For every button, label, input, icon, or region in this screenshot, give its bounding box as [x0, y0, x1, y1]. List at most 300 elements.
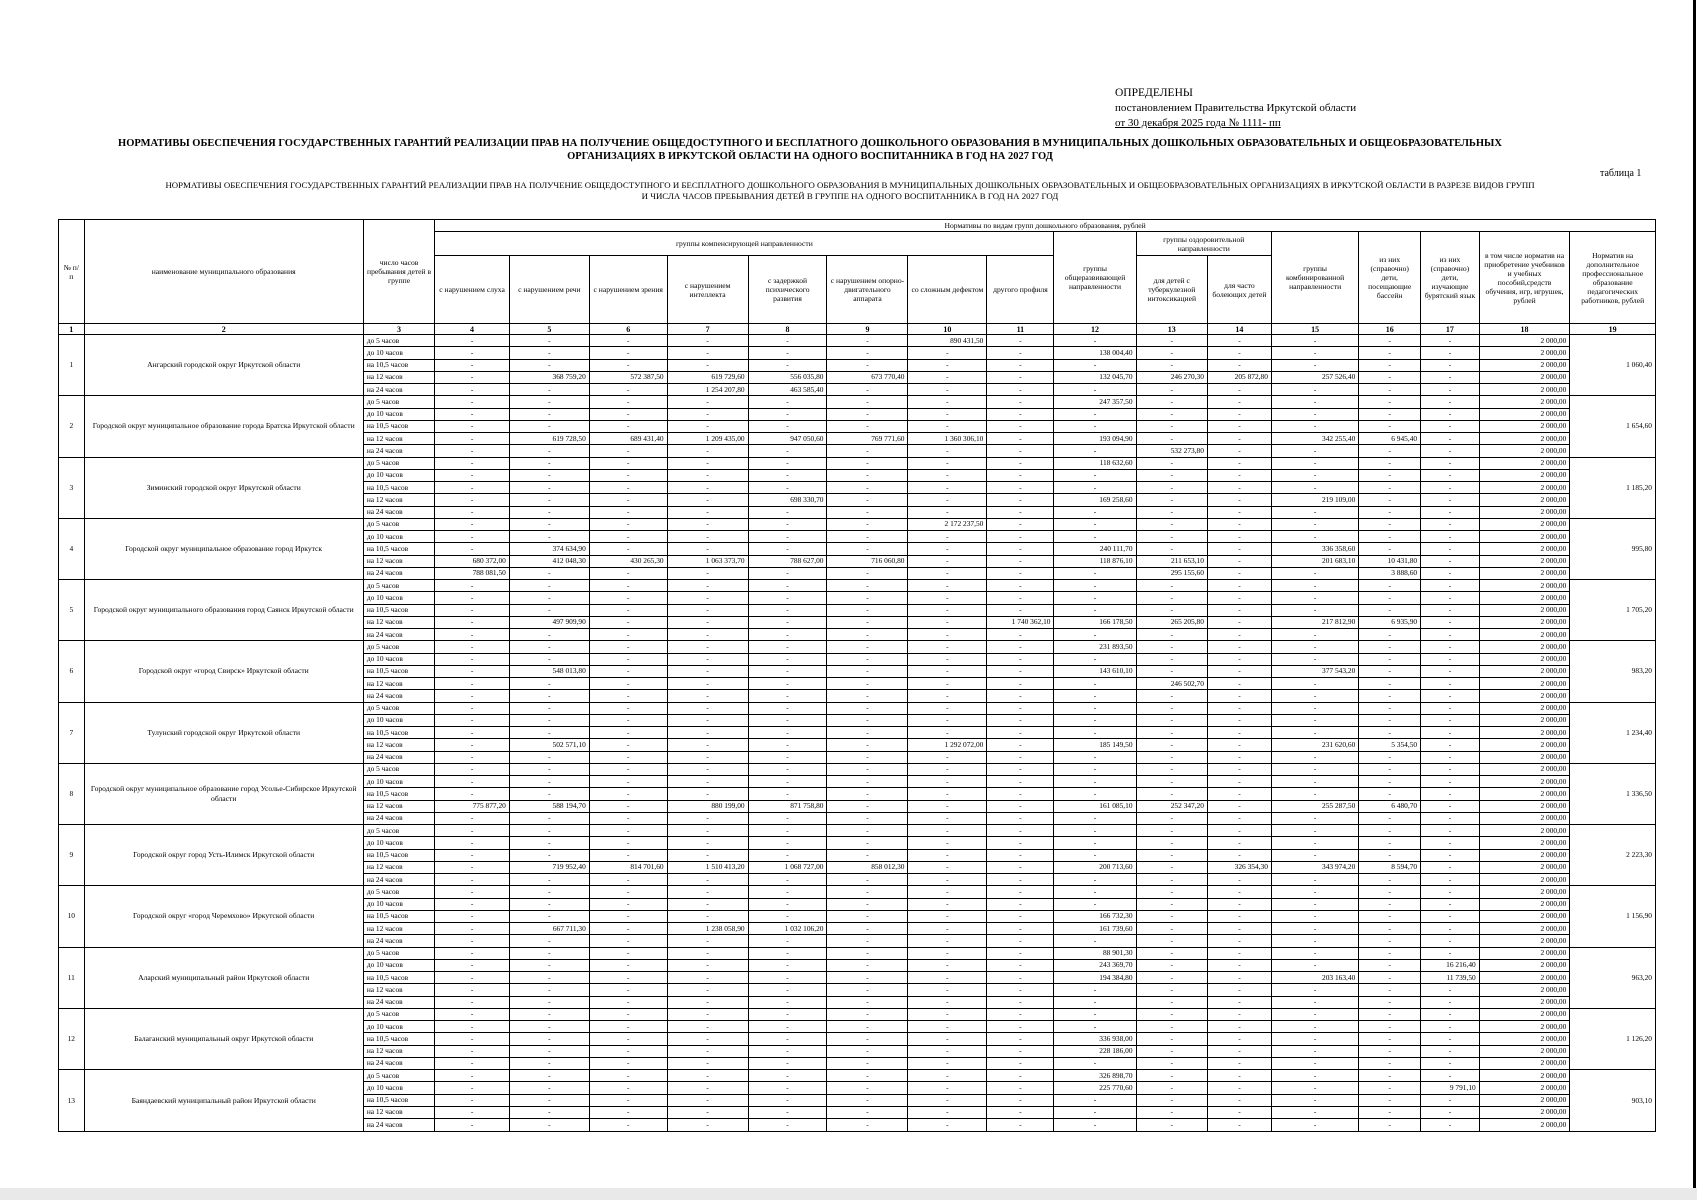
empty-cell-c17: -: [1421, 531, 1480, 543]
empty-cell-c15: -: [1271, 518, 1358, 530]
empty-cell-c13: -: [1136, 1119, 1207, 1132]
empty-cell-c11: -: [987, 800, 1054, 812]
empty-cell-c14: -: [1207, 812, 1271, 824]
empty-cell-c4: -: [435, 874, 510, 886]
empty-cell-c6: -: [589, 506, 667, 518]
empty-cell-c10: -: [908, 1008, 987, 1020]
value-cell-c13: 211 653,10: [1136, 555, 1207, 567]
empty-cell-c7: -: [667, 1008, 748, 1020]
header-c10: со сложным дефектом: [908, 256, 987, 324]
hours-cell: до 10 часов: [363, 959, 434, 971]
empty-cell-c6: -: [589, 898, 667, 910]
empty-cell-c6: -: [589, 984, 667, 996]
empty-cell-c6: -: [589, 518, 667, 530]
empty-cell-c14: -: [1207, 433, 1271, 445]
empty-cell-c4: -: [435, 947, 510, 959]
empty-cell-c16: -: [1359, 543, 1421, 555]
value-cell-c8: 871 758,80: [748, 800, 827, 812]
empty-cell-c7: -: [667, 1045, 748, 1057]
value-cell-c18: 2 000,00: [1479, 1119, 1570, 1132]
empty-cell-c6: -: [589, 1021, 667, 1033]
empty-cell-c17: -: [1421, 812, 1480, 824]
value-cell-c12: 200 713,60: [1054, 861, 1136, 873]
empty-cell-c9: -: [827, 482, 908, 494]
empty-cell-c16: -: [1359, 751, 1421, 763]
hours-cell: до 10 часов: [363, 592, 434, 604]
empty-cell-c13: -: [1136, 959, 1207, 971]
empty-cell-c13: -: [1136, 347, 1207, 359]
value-cell-c18: 2 000,00: [1479, 580, 1570, 592]
empty-cell-c10: -: [908, 763, 987, 775]
empty-cell-c11: -: [987, 531, 1054, 543]
value-cell-c19: 1 654,60: [1570, 396, 1656, 457]
hours-cell: на 24 часов: [363, 384, 434, 396]
empty-cell-c5: -: [509, 849, 589, 861]
empty-cell-c14: -: [1207, 1033, 1271, 1045]
empty-cell-c6: -: [589, 996, 667, 1008]
empty-cell-c13: -: [1136, 714, 1207, 726]
document-title-line1: НОРМАТИВЫ ОБЕСПЕЧЕНИЯ ГОСУДАРСТВЕННЫХ ГАРАНТИЙ РЕАЛИЗАЦИИ ПРАВ НА ПОЛУЧЕНИЕ ОБЩЕДОСТУПНОГО И БЕСПЛАТНОГО ДОШКОЛЬНОГО ОБРАЗОВАНИЯ В МУНИЦИПАЛЬНЫХ ДОШКОЛЬНЫХ ОБРАЗОВАТЕЛЬНЫХ И ОБЩЕОБРАЗОВАТЕЛЬНЫХ: [118, 138, 1502, 149]
empty-cell-c9: -: [827, 812, 908, 824]
empty-cell-c10: -: [908, 1106, 987, 1118]
value-cell-c18: 2 000,00: [1479, 898, 1570, 910]
empty-cell-c8: -: [748, 1106, 827, 1118]
hours-cell: на 12 часов: [363, 1045, 434, 1057]
empty-cell-c9: -: [827, 1057, 908, 1069]
row-number: 12: [59, 1008, 85, 1069]
empty-cell-c15: -: [1271, 592, 1358, 604]
empty-cell-c11: -: [987, 1057, 1054, 1069]
value-cell-c16: 8 594,70: [1359, 861, 1421, 873]
empty-cell-c6: -: [589, 776, 667, 788]
empty-cell-c15: -: [1271, 763, 1358, 775]
value-cell-c16: 6 480,70: [1359, 800, 1421, 812]
empty-cell-c15: -: [1271, 788, 1358, 800]
empty-cell-c4: -: [435, 996, 510, 1008]
empty-cell-c13: -: [1136, 702, 1207, 714]
hours-cell: до 10 часов: [363, 1021, 434, 1033]
value-cell-c18: 2 000,00: [1479, 910, 1570, 922]
value-cell-c18: 2 000,00: [1479, 531, 1570, 543]
empty-cell-c5: -: [509, 567, 589, 579]
value-cell-c6: 430 265,30: [589, 555, 667, 567]
empty-cell-c4: -: [435, 347, 510, 359]
empty-cell-c17: -: [1421, 727, 1480, 739]
municipality-name: Городской округ муниципальное образование города Братска Иркутской области: [84, 396, 363, 457]
empty-cell-c8: -: [748, 972, 827, 984]
table-row: [59, 457, 1656, 469]
value-cell-c10: 2 172 237,50: [908, 518, 987, 530]
value-cell-c18: 2 000,00: [1479, 494, 1570, 506]
empty-cell-c15: -: [1271, 825, 1358, 837]
value-cell-c5: 497 909,90: [509, 616, 589, 628]
empty-cell-c13: -: [1136, 1070, 1207, 1082]
empty-cell-c13: -: [1136, 629, 1207, 641]
empty-cell-c5: -: [509, 506, 589, 518]
empty-cell-c17: -: [1421, 653, 1480, 665]
empty-cell-c8: -: [748, 984, 827, 996]
empty-cell-c13: -: [1136, 384, 1207, 396]
empty-cell-c15: -: [1271, 629, 1358, 641]
municipality-name: Городской округ муниципальное образование город Иркутск: [84, 518, 363, 579]
empty-cell-c11: -: [987, 1021, 1054, 1033]
table-row: [59, 396, 1656, 408]
empty-cell-c6: -: [589, 335, 667, 347]
value-cell-c12: 161 739,60: [1054, 923, 1136, 935]
empty-cell-c7: -: [667, 592, 748, 604]
empty-cell-c17: -: [1421, 567, 1480, 579]
empty-cell-c5: -: [509, 1008, 589, 1020]
header-c4: с нарушением слуха: [435, 256, 510, 324]
empty-cell-c4: -: [435, 518, 510, 530]
empty-cell-c5: -: [509, 812, 589, 824]
value-cell-c5: 719 952,40: [509, 861, 589, 873]
empty-cell-c11: -: [987, 690, 1054, 702]
value-cell-c15: 336 358,60: [1271, 543, 1358, 555]
empty-cell-c4: -: [435, 482, 510, 494]
hours-cell: до 5 часов: [363, 518, 434, 530]
empty-cell-c9: -: [827, 1070, 908, 1082]
empty-cell-c4: -: [435, 592, 510, 604]
empty-cell-c11: -: [987, 1045, 1054, 1057]
empty-cell-c12: -: [1054, 825, 1136, 837]
empty-cell-c5: -: [509, 947, 589, 959]
column-number: 14: [1207, 324, 1271, 335]
empty-cell-c14: -: [1207, 751, 1271, 763]
value-cell-c18: 2 000,00: [1479, 384, 1570, 396]
empty-cell-c4: -: [435, 837, 510, 849]
empty-cell-c14: -: [1207, 1082, 1271, 1094]
empty-cell-c5: -: [509, 580, 589, 592]
empty-cell-c5: -: [509, 641, 589, 653]
empty-cell-c9: -: [827, 727, 908, 739]
empty-cell-c4: -: [435, 959, 510, 971]
empty-cell-c4: -: [435, 1045, 510, 1057]
empty-cell-c5: -: [509, 1106, 589, 1118]
empty-cell-c5: -: [509, 996, 589, 1008]
value-cell-c4: 775 877,20: [435, 800, 510, 812]
value-cell-c13: 246 270,30: [1136, 371, 1207, 383]
empty-cell-c10: -: [908, 1070, 987, 1082]
empty-cell-c10: -: [908, 592, 987, 604]
empty-cell-c8: -: [748, 592, 827, 604]
empty-cell-c10: -: [908, 910, 987, 922]
value-cell-c18: 2 000,00: [1479, 825, 1570, 837]
table-row: [59, 335, 1656, 347]
empty-cell-c7: -: [667, 445, 748, 457]
empty-cell-c16: -: [1359, 629, 1421, 641]
empty-cell-c12: -: [1054, 629, 1136, 641]
empty-cell-c10: -: [908, 714, 987, 726]
empty-cell-c13: -: [1136, 482, 1207, 494]
empty-cell-c13: -: [1136, 825, 1207, 837]
empty-cell-c11: -: [987, 555, 1054, 567]
empty-cell-c9: -: [827, 580, 908, 592]
empty-cell-c8: -: [748, 482, 827, 494]
empty-cell-c15: -: [1271, 469, 1358, 481]
empty-cell-c14: -: [1207, 935, 1271, 947]
empty-cell-c11: -: [987, 1094, 1054, 1106]
value-cell-c18: 2 000,00: [1479, 1021, 1570, 1033]
empty-cell-c5: -: [509, 482, 589, 494]
empty-cell-c14: -: [1207, 837, 1271, 849]
empty-cell-c5: -: [509, 714, 589, 726]
empty-cell-c11: -: [987, 371, 1054, 383]
empty-cell-c6: -: [589, 714, 667, 726]
empty-cell-c5: -: [509, 592, 589, 604]
value-cell-c18: 2 000,00: [1479, 788, 1570, 800]
value-cell-c18: 2 000,00: [1479, 727, 1570, 739]
value-cell-c18: 2 000,00: [1479, 335, 1570, 347]
empty-cell-c9: -: [827, 1021, 908, 1033]
empty-cell-c13: -: [1136, 886, 1207, 898]
empty-cell-c8: -: [748, 849, 827, 861]
hours-cell: до 10 часов: [363, 837, 434, 849]
empty-cell-c17: -: [1421, 335, 1480, 347]
empty-cell-c11: -: [987, 935, 1054, 947]
empty-cell-c8: -: [748, 1033, 827, 1045]
municipality-name: Городской округ «город Черемхово» Иркутской области: [84, 886, 363, 947]
empty-cell-c16: -: [1359, 849, 1421, 861]
empty-cell-c10: -: [908, 604, 987, 616]
table-row: [59, 702, 1656, 714]
empty-cell-c7: -: [667, 702, 748, 714]
empty-cell-c11: -: [987, 494, 1054, 506]
value-cell-c18: 2 000,00: [1479, 714, 1570, 726]
empty-cell-c11: -: [987, 996, 1054, 1008]
empty-cell-c16: -: [1359, 984, 1421, 996]
empty-cell-c7: -: [667, 959, 748, 971]
empty-cell-c7: -: [667, 727, 748, 739]
value-cell-c18: 2 000,00: [1479, 347, 1570, 359]
empty-cell-c17: -: [1421, 359, 1480, 371]
empty-cell-c15: -: [1271, 580, 1358, 592]
empty-cell-c14: -: [1207, 653, 1271, 665]
empty-cell-c4: -: [435, 812, 510, 824]
empty-cell-c14: -: [1207, 714, 1271, 726]
empty-cell-c8: -: [748, 825, 827, 837]
empty-cell-c13: -: [1136, 849, 1207, 861]
empty-cell-c7: -: [667, 947, 748, 959]
row-number: 13: [59, 1070, 85, 1132]
empty-cell-c7: -: [667, 1119, 748, 1132]
hours-cell: на 12 часов: [363, 616, 434, 628]
empty-cell-c9: -: [827, 1106, 908, 1118]
empty-cell-c6: -: [589, 653, 667, 665]
empty-cell-c9: -: [827, 788, 908, 800]
value-cell-c7: 1 209 435,00: [667, 433, 748, 445]
empty-cell-c12: -: [1054, 506, 1136, 518]
empty-cell-c12: -: [1054, 763, 1136, 775]
empty-cell-c6: -: [589, 849, 667, 861]
empty-cell-c4: -: [435, 335, 510, 347]
empty-cell-c10: -: [908, 371, 987, 383]
empty-cell-c5: -: [509, 604, 589, 616]
empty-cell-c13: -: [1136, 947, 1207, 959]
empty-cell-c9: -: [827, 959, 908, 971]
empty-cell-c4: -: [435, 457, 510, 469]
empty-cell-c17: -: [1421, 996, 1480, 1008]
value-cell-c15: 203 163,40: [1271, 972, 1358, 984]
empty-cell-c6: -: [589, 567, 667, 579]
empty-cell-c9: -: [827, 457, 908, 469]
value-cell-c18: 2 000,00: [1479, 433, 1570, 445]
empty-cell-c17: -: [1421, 861, 1480, 873]
empty-cell-c7: -: [667, 714, 748, 726]
empty-cell-c14: -: [1207, 1008, 1271, 1020]
empty-cell-c14: -: [1207, 849, 1271, 861]
empty-cell-c9: -: [827, 984, 908, 996]
hours-cell: на 12 часов: [363, 861, 434, 873]
empty-cell-c13: -: [1136, 923, 1207, 935]
empty-cell-c14: -: [1207, 592, 1271, 604]
empty-cell-c10: -: [908, 1082, 987, 1094]
hours-cell: до 5 часов: [363, 763, 434, 775]
empty-cell-c7: -: [667, 837, 748, 849]
empty-cell-c10: -: [908, 947, 987, 959]
empty-cell-c13: -: [1136, 739, 1207, 751]
empty-cell-c8: -: [748, 935, 827, 947]
empty-cell-c8: -: [748, 616, 827, 628]
empty-cell-c14: -: [1207, 898, 1271, 910]
column-number: 7: [667, 324, 748, 335]
value-cell-c18: 2 000,00: [1479, 947, 1570, 959]
value-cell-c6: 814 701,60: [589, 861, 667, 873]
empty-cell-c6: -: [589, 396, 667, 408]
value-cell-c18: 2 000,00: [1479, 861, 1570, 873]
empty-cell-c16: -: [1359, 923, 1421, 935]
empty-cell-c15: -: [1271, 959, 1358, 971]
empty-cell-c5: -: [509, 837, 589, 849]
approval-decree: постановлением Правительства Иркутской области: [1115, 102, 1357, 114]
value-cell-c18: 2 000,00: [1479, 629, 1570, 641]
empty-cell-c15: -: [1271, 1057, 1358, 1069]
empty-cell-c12: -: [1054, 1021, 1136, 1033]
hours-cell: на 10,5 часов: [363, 849, 434, 861]
empty-cell-c8: -: [748, 396, 827, 408]
value-cell-c19: 1 156,90: [1570, 886, 1656, 947]
empty-cell-c15: -: [1271, 702, 1358, 714]
hours-cell: до 10 часов: [363, 653, 434, 665]
value-cell-c18: 2 000,00: [1479, 702, 1570, 714]
value-cell-c9: 858 012,30: [827, 861, 908, 873]
empty-cell-c4: -: [435, 898, 510, 910]
empty-cell-c11: -: [987, 384, 1054, 396]
empty-cell-c14: -: [1207, 420, 1271, 432]
empty-cell-c11: -: [987, 604, 1054, 616]
value-cell-c18: 2 000,00: [1479, 506, 1570, 518]
empty-cell-c8: -: [748, 518, 827, 530]
empty-cell-c9: -: [827, 972, 908, 984]
empty-cell-c17: -: [1421, 494, 1480, 506]
empty-cell-c17: -: [1421, 1106, 1480, 1118]
hours-cell: на 12 часов: [363, 923, 434, 935]
empty-cell-c12: -: [1054, 874, 1136, 886]
empty-cell-c11: -: [987, 825, 1054, 837]
empty-cell-c16: -: [1359, 384, 1421, 396]
empty-cell-c6: -: [589, 1106, 667, 1118]
empty-cell-c10: -: [908, 347, 987, 359]
municipality-name: Городской округ «город Свирск» Иркутской области: [84, 641, 363, 702]
value-cell-c18: 2 000,00: [1479, 420, 1570, 432]
empty-cell-c6: -: [589, 359, 667, 371]
empty-cell-c7: -: [667, 1082, 748, 1094]
empty-cell-c9: -: [827, 629, 908, 641]
empty-cell-c10: -: [908, 1033, 987, 1045]
value-cell-c14: 205 872,80: [1207, 371, 1271, 383]
empty-cell-c9: -: [827, 384, 908, 396]
empty-cell-c4: -: [435, 923, 510, 935]
empty-cell-c16: -: [1359, 996, 1421, 1008]
empty-cell-c12: -: [1054, 592, 1136, 604]
value-cell-c18: 2 000,00: [1479, 935, 1570, 947]
empty-cell-c12: -: [1054, 776, 1136, 788]
empty-cell-c16: -: [1359, 690, 1421, 702]
empty-cell-c11: -: [987, 923, 1054, 935]
value-cell-c13: 295 155,60: [1136, 567, 1207, 579]
empty-cell-c6: -: [589, 800, 667, 812]
empty-cell-c15: -: [1271, 1021, 1358, 1033]
value-cell-c12: 143 610,10: [1054, 665, 1136, 677]
empty-cell-c11: -: [987, 972, 1054, 984]
header-c9: с нарушением опорно-двигательного аппарата: [827, 256, 908, 324]
empty-cell-c14: -: [1207, 763, 1271, 775]
table-row: [59, 825, 1656, 837]
empty-cell-c17: -: [1421, 518, 1480, 530]
empty-cell-c16: -: [1359, 837, 1421, 849]
value-cell-c18: 2 000,00: [1479, 837, 1570, 849]
empty-cell-c8: -: [748, 653, 827, 665]
empty-cell-c10: -: [908, 616, 987, 628]
value-cell-c18: 2 000,00: [1479, 518, 1570, 530]
empty-cell-c6: -: [589, 825, 667, 837]
empty-cell-c10: -: [908, 1045, 987, 1057]
empty-cell-c7: -: [667, 335, 748, 347]
empty-cell-c6: -: [589, 690, 667, 702]
empty-cell-c6: -: [589, 604, 667, 616]
empty-cell-c4: -: [435, 714, 510, 726]
empty-cell-c17: -: [1421, 714, 1480, 726]
value-cell-c16: 5 354,50: [1359, 739, 1421, 751]
empty-cell-c14: -: [1207, 457, 1271, 469]
empty-cell-c9: -: [827, 518, 908, 530]
empty-cell-c16: -: [1359, 812, 1421, 824]
value-cell-c18: 2 000,00: [1479, 849, 1570, 861]
empty-cell-c9: -: [827, 445, 908, 457]
empty-cell-c6: -: [589, 457, 667, 469]
empty-cell-c5: -: [509, 972, 589, 984]
table-subtitle: [60, 180, 1640, 202]
empty-cell-c15: -: [1271, 935, 1358, 947]
column-number: 10: [908, 324, 987, 335]
empty-cell-c17: -: [1421, 469, 1480, 481]
empty-cell-c15: -: [1271, 751, 1358, 763]
empty-cell-c6: -: [589, 420, 667, 432]
hours-cell: на 12 часов: [363, 800, 434, 812]
empty-cell-c14: -: [1207, 518, 1271, 530]
value-cell-c18: 2 000,00: [1479, 604, 1570, 616]
empty-cell-c10: -: [908, 972, 987, 984]
empty-cell-c10: -: [908, 886, 987, 898]
value-cell-c19: 2 223,30: [1570, 825, 1656, 886]
hours-cell: на 12 часов: [363, 984, 434, 996]
value-cell-c7: 880 199,00: [667, 800, 748, 812]
empty-cell-c9: -: [827, 396, 908, 408]
empty-cell-c5: -: [509, 445, 589, 457]
empty-cell-c12: -: [1054, 518, 1136, 530]
empty-cell-c7: -: [667, 972, 748, 984]
empty-cell-c14: -: [1207, 996, 1271, 1008]
